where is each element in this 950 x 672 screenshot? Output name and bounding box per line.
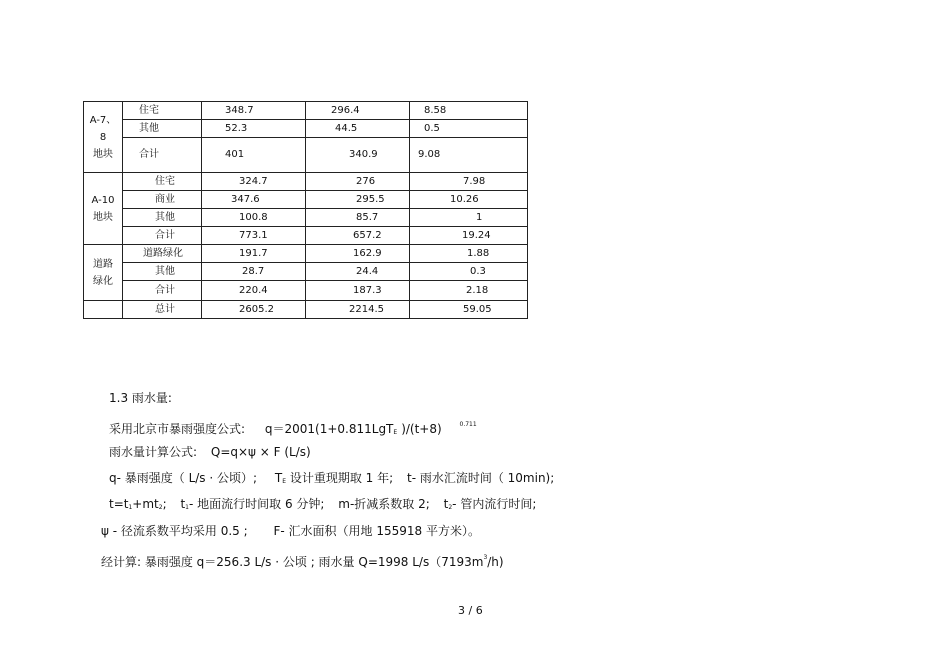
table-row xyxy=(84,138,528,173)
value-cell: 162.9 xyxy=(306,245,410,263)
value-cell: 773.1 xyxy=(202,227,306,245)
table-row xyxy=(84,102,528,120)
group-label-line: 绿化 xyxy=(93,275,113,287)
type-cell: 合计 xyxy=(123,138,202,173)
definition-line-3 xyxy=(109,471,554,489)
value-cell: 44.5 xyxy=(306,120,410,138)
type-cell: 其他 xyxy=(123,209,202,227)
value-cell: 85.7 xyxy=(306,209,410,227)
value-cell: 347.6 xyxy=(202,191,306,209)
text: q- 暴雨强度（ L/s · 公顷）; xyxy=(109,471,258,485)
value-cell: 19.24 xyxy=(410,227,528,245)
text: 雨水量计算公式: xyxy=(109,445,198,459)
text: 采用北京市暴雨强度公式: xyxy=(109,422,246,436)
value-cell: 401 xyxy=(202,138,306,173)
text: T xyxy=(274,471,283,485)
table-row xyxy=(84,173,528,191)
value-cell: 191.7 xyxy=(202,245,306,263)
subscript: E xyxy=(282,478,287,485)
table-row-total xyxy=(84,301,528,319)
group-label-line: 地块 xyxy=(93,211,113,223)
text: ; xyxy=(162,497,167,511)
value-cell: 0.5 xyxy=(410,120,528,138)
text: m-折减系数取 2; xyxy=(338,497,430,511)
formula-line-1 xyxy=(109,418,477,440)
group-label-a7-8 xyxy=(84,102,123,173)
text: 设计重现期取 1 年; xyxy=(289,471,394,485)
type-cell: 其他 xyxy=(123,120,202,138)
table-row xyxy=(84,245,528,263)
subscript: 1 xyxy=(128,504,133,511)
formula: Q=q×ψ × F (L/s) xyxy=(210,445,311,459)
text: /h) xyxy=(487,555,504,569)
value-cell: 296.4 xyxy=(306,102,410,120)
type-cell: 合计 xyxy=(123,281,202,301)
group-label-line: 8 xyxy=(99,131,107,143)
text: t xyxy=(443,497,449,511)
value-cell: 1 xyxy=(410,209,528,227)
group-label-line: A-7、 xyxy=(89,114,117,126)
value-cell: 0.3 xyxy=(410,263,528,281)
type-cell: 商业 xyxy=(123,191,202,209)
text: F- 汇水面积（用地 155918 平方米）。 xyxy=(273,524,480,538)
type-cell: 总计 xyxy=(123,301,202,319)
value-cell: 295.5 xyxy=(306,191,410,209)
text: - 管内流行时间; xyxy=(452,497,537,511)
definition-line-5 xyxy=(101,524,480,538)
subscript: 2 xyxy=(448,504,453,511)
table-row xyxy=(84,209,528,227)
text: t xyxy=(180,497,186,511)
text: t=t xyxy=(109,497,129,511)
value-cell: 100.8 xyxy=(202,209,306,227)
exponent: 0.711 xyxy=(459,421,477,428)
group-label-line: A-10 xyxy=(91,194,115,206)
subscript: E xyxy=(393,429,398,436)
value-cell: 59.05 xyxy=(410,301,528,319)
value-cell: 187.3 xyxy=(306,281,410,301)
table-row xyxy=(84,281,528,301)
group-label-line: 地块 xyxy=(93,148,113,160)
table-row xyxy=(84,227,528,245)
group-label-a10 xyxy=(84,173,123,245)
subscript: 1 xyxy=(185,504,189,511)
value-cell: 9.08 xyxy=(410,138,528,173)
formula: )/(t+8) xyxy=(401,422,442,436)
type-cell: 住宅 xyxy=(123,102,202,120)
value-cell: 657.2 xyxy=(306,227,410,245)
value-cell: 2.18 xyxy=(410,281,528,301)
group-label-line: 道路 xyxy=(93,258,113,270)
result-line xyxy=(101,551,504,569)
value-cell: 7.98 xyxy=(410,173,528,191)
value-cell: 340.9 xyxy=(306,138,410,173)
text: t- 雨水汇流时间（ 10min); xyxy=(406,471,555,485)
section-heading: 1.3 雨水量: xyxy=(109,391,172,405)
type-cell: 道路绿化 xyxy=(123,245,202,263)
value-cell: 52.3 xyxy=(202,120,306,138)
group-label-road-greening xyxy=(84,245,123,301)
value-cell: 24.4 xyxy=(306,263,410,281)
empty-cell xyxy=(84,301,123,319)
text: - 地面流行时间取 6 分钟; xyxy=(189,497,325,511)
table-row xyxy=(84,191,528,209)
formula-line-2 xyxy=(109,445,311,459)
value-cell: 10.26 xyxy=(410,191,528,209)
value-cell: 1.88 xyxy=(410,245,528,263)
type-cell: 合计 xyxy=(123,227,202,245)
table-row xyxy=(84,263,528,281)
value-cell: 324.7 xyxy=(202,173,306,191)
formula: q＝2001(1+0.811LgT xyxy=(264,422,394,436)
table-row xyxy=(84,120,528,138)
value-cell: 2214.5 xyxy=(306,301,410,319)
value-cell: 220.4 xyxy=(202,281,306,301)
superscript: 3 xyxy=(483,554,488,561)
type-cell: 住宅 xyxy=(123,173,202,191)
value-cell: 348.7 xyxy=(202,102,306,120)
text: ψ - 径流系数平均采用 0.5 ; xyxy=(101,524,248,538)
value-cell: 28.7 xyxy=(202,263,306,281)
text: +mt xyxy=(132,497,159,511)
definition-line-4 xyxy=(109,497,536,515)
value-cell: 2605.2 xyxy=(202,301,306,319)
value-cell: 276 xyxy=(306,173,410,191)
subscript: 2 xyxy=(158,504,163,511)
runoff-table xyxy=(83,101,528,319)
value-cell: 8.58 xyxy=(410,102,528,120)
text: 经计算: 暴雨强度 q＝256.3 L/s · 公顷 ; 雨水量 Q=1998 L/s（7193m xyxy=(101,555,484,569)
type-cell: 其他 xyxy=(123,263,202,281)
page-number: 3 / 6 xyxy=(458,604,483,617)
